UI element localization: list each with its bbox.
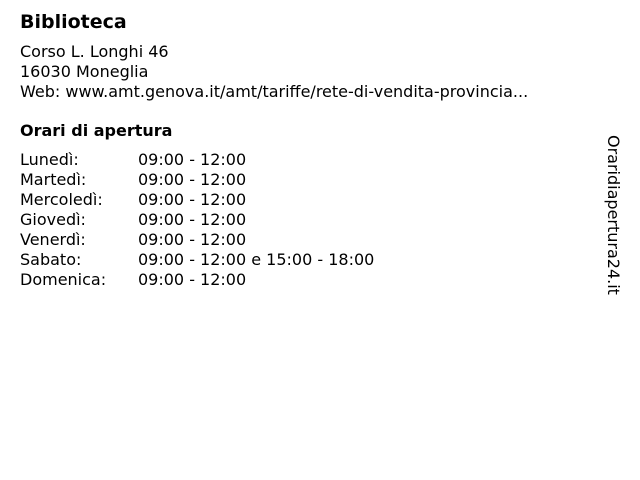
web-label: Web: [20,82,61,101]
time-value: 09:00 - 12:00 e 15:00 - 18:00 [138,250,375,269]
hours-row-tuesday [20,170,600,190]
store-card [20,10,600,290]
hours-row-saturday [20,250,600,270]
day-label: Lunedì: [20,150,79,169]
web-line [20,82,600,102]
hours-row-wednesday [20,190,600,210]
day-label: Giovedì: [20,210,86,229]
time-value: 09:00 - 12:00 [138,210,247,229]
hours-row-thursday [20,210,600,230]
web-link[interactable]: www.amt.genova.it/amt/tariffe/rete-di-vendita-provincia... [65,82,529,101]
hours-heading: Orari di apertura [20,121,173,140]
address-city: 16030 Moneglia [20,62,149,81]
day-label: Venerdì: [20,230,86,249]
hours-row-sunday [20,270,600,290]
day-label: Mercoledì: [20,190,103,209]
store-title: Biblioteca [20,11,127,33]
hours-table [20,150,600,290]
time-value: 09:00 - 12:00 [138,150,247,169]
hours-row-monday [20,150,600,170]
day-label: Martedì: [20,170,87,189]
day-label: Domenica: [20,270,107,289]
address-street: Corso L. Longhi 46 [20,42,169,61]
hours-row-friday [20,230,600,250]
time-value: 09:00 - 12:00 [138,230,247,249]
time-value: 09:00 - 12:00 [138,190,247,209]
site-watermark: Oraridiapertura24.it [604,135,623,295]
address-block [20,42,600,102]
day-label: Sabato: [20,250,82,269]
time-value: 09:00 - 12:00 [138,270,247,289]
time-value: 09:00 - 12:00 [138,170,247,189]
